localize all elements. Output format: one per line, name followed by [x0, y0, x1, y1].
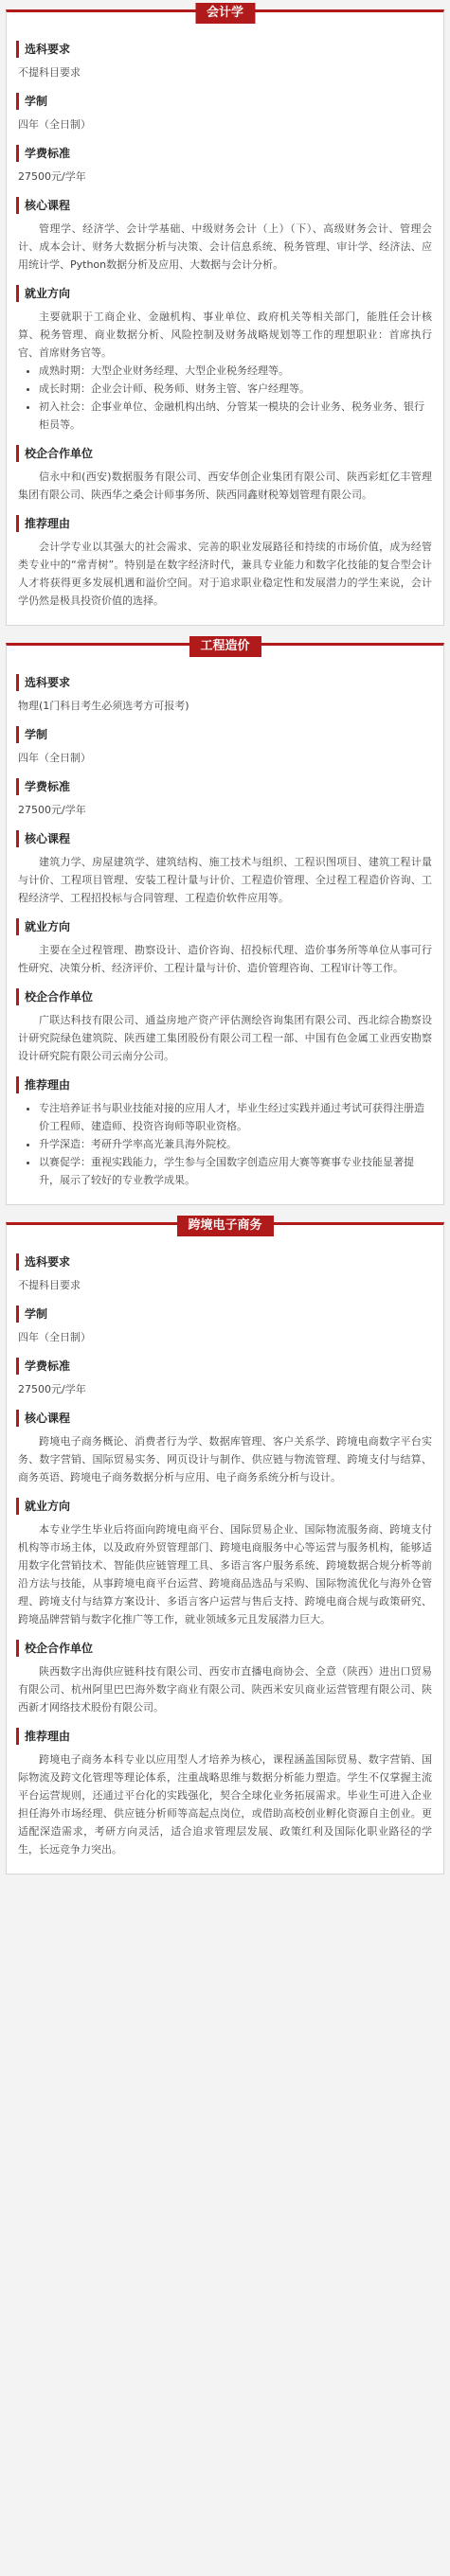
courses-text [16, 220, 434, 274]
section-heading: 推荐理由 [16, 515, 434, 532]
career-text [16, 941, 434, 977]
partners-text [16, 1011, 434, 1065]
career-paragraph: 主要就职于工商企业、金融机构、事业单位、政府机关等相关部门，能胜任会计核算、税务管理、商业数据分析、风险控制及财务战略规划等工作的理想职业：首席执行官、首席财务官等。 [18, 311, 432, 359]
fee-text: 27500元/学年 [18, 804, 86, 816]
partners-paragraph: 陕西数字出海供应链科技有限公司、西安市直播电商协会、全意（陕西）进出口贸易有限公司、杭州阿里巴巴海外数字商业有限公司、陕西米安贝商业运营管理有限公司、陕西新才网络技术股份有限公司。 [18, 1665, 432, 1714]
partners-paragraph: 广联达科技有限公司、通益房地产资产评估测绘咨询集团有限公司、西北综合勘察设计研究院绿色建筑院、陕西建工集团股份有限公司工程一部、中国有色金属工业西安勘察设计研究院有限公司云南分公司。 [18, 1014, 432, 1062]
section-heading: 学制 [16, 1306, 434, 1323]
list-item: • 成熟时期：大型企业财务经理、大型企业税务经理等。 [39, 362, 432, 380]
reason-paragraph: 会计学专业以其强大的社会需求、完善的职业发展路径和持续的市场价值，成为经管类专业中的“常青树”。特别是在数字经济时代，兼具专业能力和数字化技能的复合型会计人才将获得更多发展机遇和溢价空间。对于追求职业稳定性和发展潜力的学生来说，会计学仍然是极具投资价值的选择。 [18, 541, 432, 607]
duration-text: 四年（全日制） [18, 752, 91, 764]
section-heading: 选科要求 [16, 674, 434, 691]
career-paragraph: 本专业学生毕业后将面向跨境电商平台、国际贸易企业、国际物流服务商、跨境支付机构等市场主体，以及政府外贸管理部门、跨境电商服务中心等运营与服务机构，能够适用数字化营销技术、智能供应链管理工具、多语言客户服务系统、跨境数据合规分析等前沿方法与技能，从事跨境电商平台运营、跨境商品选品与采购、国际物流优化与海外仓管理、跨境支付与结算方案设计、多语言客户运营与售后支持、跨境电商合规与政策研究、跨境品牌营销与数字化推广等工作，就业领域多元且发展潜力巨大。 [18, 1523, 432, 1626]
section-heading: 核心课程 [16, 1410, 434, 1427]
duration-text: 四年（全日制） [18, 1331, 91, 1343]
career-text [16, 308, 434, 434]
major-card-cross-border-ecommerce [6, 1218, 444, 1874]
requirement-text: 不提科目要求 [18, 1279, 81, 1291]
reason-text [16, 538, 434, 610]
section-heading: 校企合作单位 [16, 1640, 434, 1657]
fee-text: 27500元/学年 [18, 170, 86, 183]
page [0, 6, 450, 1874]
section-heading: 选科要求 [16, 1253, 434, 1270]
major-title: 工程造价 [189, 636, 261, 657]
section-heading: 推荐理由 [16, 1076, 434, 1093]
major-title: 会计学 [195, 3, 255, 24]
section-heading: 就业方向 [16, 1498, 434, 1515]
career-text [16, 1520, 434, 1628]
section-heading: 校企合作单位 [16, 988, 434, 1005]
section-heading: 学费标准 [16, 778, 434, 795]
reason-text [16, 1099, 434, 1189]
duration-text: 四年（全日制） [18, 118, 91, 131]
section-heading: 就业方向 [16, 918, 434, 935]
reason-text [16, 1750, 434, 1858]
requirement-text: 物理(1门科目考生必须选考方可报考) [18, 700, 189, 712]
fee-text: 27500元/学年 [18, 1383, 86, 1395]
section-heading: 校企合作单位 [16, 445, 434, 462]
section-heading: 学制 [16, 726, 434, 743]
section-heading: 选科要求 [16, 41, 434, 58]
list-item: • 以赛促学：重视实践能力，学生参与全国数字创造应用大赛等赛事专业技能显著提升，展示了较好的专业教学成果。 [39, 1153, 432, 1189]
courses-paragraph: 跨境电子商务概论、消费者行为学、数据库管理、客户关系学、跨境电商数字平台实务、数字营销、国际贸易实务、网页设计与制作、供应链与物流管理、跨境支付与结算、商务英语、跨境电子商务数据分析与应用、电子商务系统分析与设计。 [18, 1435, 432, 1483]
partners-text [16, 468, 434, 504]
section-heading: 学制 [16, 93, 434, 110]
section-heading: 就业方向 [16, 285, 434, 302]
major-title: 跨境电子商务 [176, 1216, 273, 1236]
section-heading: 推荐理由 [16, 1728, 434, 1745]
career-paragraph: 主要在全过程管理、勘察设计、造价咨询、招投标代理、造价事务所等单位从事可行性研究、决策分析、经济评价、工程计量与计价、造价管理咨询、工程审计等工作。 [18, 944, 432, 974]
section-heading: 学费标准 [16, 1358, 434, 1375]
section-heading: 学费标准 [16, 145, 434, 162]
partners-paragraph: 信永中和(西安)数据服务有限公司、西安华创企业集团有限公司、陕西彩虹亿丰管理集团有限公司、陕西华之桑会计师事务所、陕西同鑫财税筹划管理有限公司。 [18, 471, 432, 501]
courses-paragraph: 建筑力学、房屋建筑学、建筑结构、施工技术与组织、工程识图项目、建筑工程计量与计价、工程项目管理、安装工程计量与计价、工程造价管理、全过程工程造价咨询、工程经济学、工程招投标与合同管理、工程造价软件应用等。 [18, 856, 432, 904]
reason-list [18, 1099, 432, 1189]
courses-text [16, 1432, 434, 1486]
list-item: • 升学深造：考研升学率高光兼具海外院校。 [39, 1135, 432, 1153]
requirement-text: 不提科目要求 [18, 66, 81, 79]
section-heading: 核心课程 [16, 830, 434, 847]
career-list [18, 362, 432, 434]
courses-text [16, 853, 434, 907]
partners-text [16, 1662, 434, 1716]
list-item: • 专注培养证书与职业技能对接的应用人才，毕业生经过实践并通过考试可获得注册造价工程师、建造师、投资咨询师等职业资格。 [39, 1099, 432, 1135]
list-item: • 成长时期：企业会计师、税务师、财务主管、客户经理等。 [39, 380, 432, 398]
courses-paragraph: 管理学、经济学、会计学基础、中级财务会计（上）（下）、高级财务会计、管理会计、成本会计、财务大数据分析与决策、会计信息系统、税务管理、审计学、经济法、应用统计学、Python数据分析及应用、大数据与会计分析。 [18, 222, 432, 271]
major-card-accounting [6, 6, 444, 626]
section-heading: 核心课程 [16, 197, 434, 214]
list-item: • 初入社会：企事业单位、金融机构出纳、分管某一模块的会计业务、税务业务、银行柜员等。 [39, 398, 432, 434]
major-card-engineering-cost [6, 639, 444, 1205]
reason-paragraph: 跨境电子商务本科专业以应用型人才培养为核心，课程涵盖国际贸易、数字营销、国际物流及跨文化管理等理论体系，注重战略思维与数据分析能力塑造。学生不仅掌握主流平台运营规则，还通过平台化的实践强化，契合全球化业务拓展需求。毕业生可进入企业担任海外市场经理、供应链分析师等高起点岗位，或借助高校创业孵化资源自主创业。更适配深造需求，考研方向灵活，适合追求管理层发展、政策红利及国际化职业路径的学生，长远竞争力突出。 [18, 1753, 432, 1856]
